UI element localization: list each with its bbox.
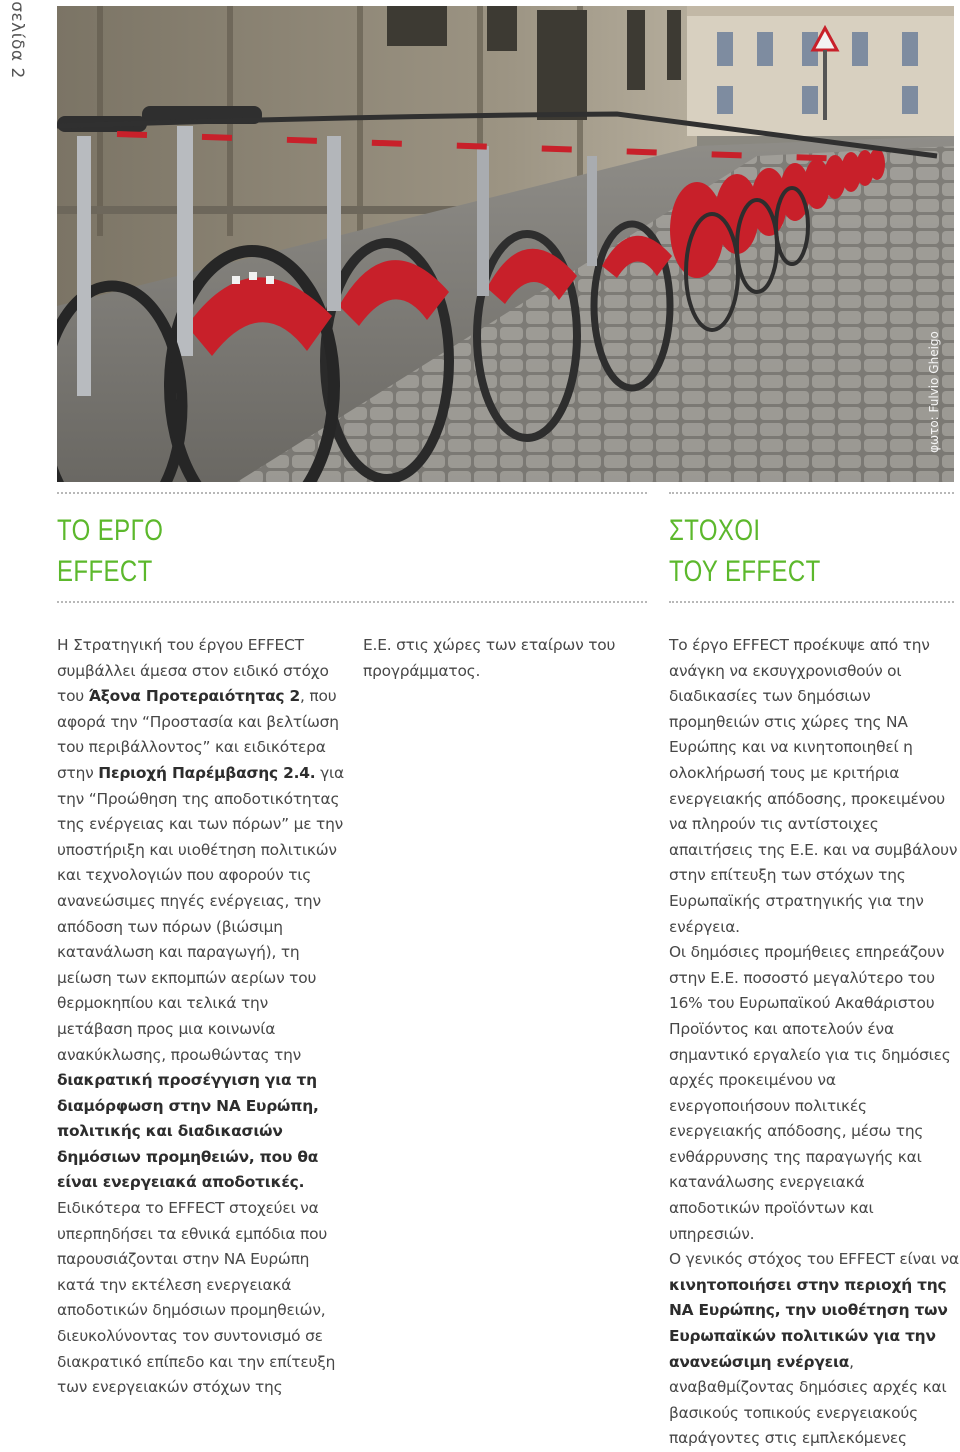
goals-paragraph-2: Οι δημόσιες προμήθειες επηρεάζουν στην Ε.Ε. ποσοστό μεγαλύτερο του 16% του Ευρωπαϊκού Ακαθάριστου Προϊόντος και αποτελούν ένα σημαντικό εργαλείο για τις δημόσιες αρχές προκειμένου να ενεργοποιήσουν πολιτικές ενεργειακής απόδοσης, μέσω της ενθάρρυνσης της παραγωγής και κατανάλωσης ενεργειακά αποδοτικών προϊόντων και υπηρεσιών. <box>669 943 951 1243</box>
goals-paragraph-1: Το έργο EFFECT προέκυψε από την ανάγκη να εκσυγχρονισθούν οι διαδικασίες των δημόσιων προμηθειών στις χώρες της ΝΑ Ευρώπης και να κινητοποιηθεί η ολοκλήρωσή τους με κριτήρια ενεργειακής απόδοσης, προκειμένου να πληρούν τις αντίστοιχες απαιτήσεις της Ε.Ε. και να συμβάλουν στην επίτευξη των στόχων της Ευρωπαϊκής στρατηγικής για την ενέργεια. <box>669 636 958 936</box>
project-text-column <box>57 633 347 1401</box>
photo-credit: φωτο: Fulvio Gheigo <box>927 331 941 453</box>
divider-top-left <box>57 492 647 494</box>
bicycle-sharing-photo <box>57 6 954 482</box>
goals-text-column <box>669 633 959 1452</box>
photo-illustration <box>57 6 954 482</box>
project-paragraph-1: Η Στρατηγική του έργου EFFECT συμβάλλει άμεσα στον ειδικό στόχο του Άξονα Προτεραιότητας 2, που αφορά την “Προστασία και βελτίωση του περιβάλλοντος” και ειδικότερα στην Περιοχή Παρέμβασης 2.4. για την “Προώθηση της αποδοτικότητας της ενέργειας και των πόρων” με την υποστήριξη και υιοθέτηση πολιτικών και τεχνολογιών που αφορούν τις ανανεώσιμες πηγές ενέργειας, την απόδοση των πόρων (βιώσιμη κατανάλωση και παραγωγή), τη μείωση των εκπομπών αερίων του θερμοκηπίου και τελικά την μετάβαση προς μια κοινωνία ανακύκλωσης, προωθώντας την διακρατική προσέγγιση για τη διαμόρφωση στην ΝΑ Ευρώπη, πολιτικής και διαδικασιών δημόσιων προμηθειών, που θα είναι ενεργειακά αποδοτικές. <box>57 636 344 1192</box>
page-number-label: σελίδα 2 <box>7 1 28 79</box>
divider-top-right <box>669 492 954 494</box>
section-heading-goals: ΣΤΟΧΟΙ ΤΟΥ EFFECT <box>669 514 821 588</box>
goals-paragraph-3: Ο γενικός στόχος του EFFECT είναι να κινητοποιήσει στην περιοχή της ΝΑ Ευρώπης, την υιοθέτηση των Ευρωπαϊκών πολιτικών για την ανανεώσιμη ενέργεια, αναβαθμίζοντας δημόσιες αρχές και βασικούς τοπικούς ενεργειακούς παράγοντες στις εμπλεκόμενες <box>669 1250 959 1448</box>
section-heading-project: ΤΟ ΕΡΓΟ EFFECT <box>57 514 164 588</box>
divider-bottom-right <box>669 601 954 603</box>
project-text-continuation <box>363 633 633 684</box>
continuation-paragraph: Ε.Ε. στις χώρες των εταίρων του προγράμματος. <box>363 636 616 680</box>
project-paragraph-2: Ειδικότερα το EFFECT στοχεύει να υπερπηδήσει τα εθνικά εμπόδια που παρουσιάζονται στην ΝΑ Ευρώπη κατά την εκτέλεση ενεργειακά αποδοτικών δημόσιων προμηθειών, διευκολύνοντας τον συντονισμό σε διακρατικό επίπεδο και την επίτευξη των ενεργειακών στόχων της <box>57 1199 336 1397</box>
divider-bottom-left <box>57 601 647 603</box>
